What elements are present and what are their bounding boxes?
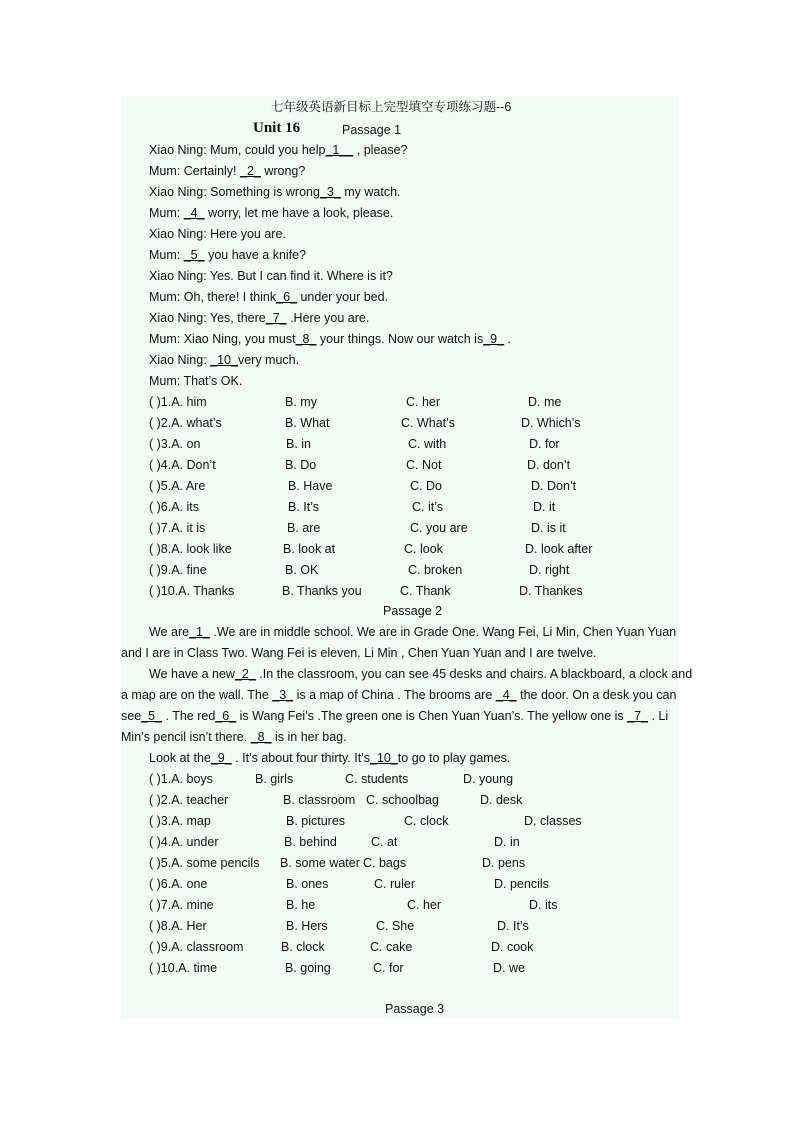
question-number: ( )3.A. map <box>149 814 211 828</box>
dialogue-line: Xiao Ning: _10_very much. <box>149 353 300 367</box>
question-number: ( )9.A. fine <box>149 563 207 577</box>
option-c: C. Do <box>410 479 442 493</box>
question-number: ( )7.A. it is <box>149 521 206 535</box>
passage-3-title: Passage 3 <box>385 1002 445 1016</box>
option-d: D. for <box>529 437 560 451</box>
option-b: B. Thanks you <box>282 584 362 598</box>
unit-heading: Unit 16 <box>253 120 301 136</box>
option-d: D. its <box>529 898 558 912</box>
option-d: D. it <box>533 500 556 514</box>
option-d: D. It’s <box>497 919 529 933</box>
option-b: B. he <box>286 898 316 912</box>
dialogue-line: Mum: Oh, there! I think_6_ under your bed. <box>149 290 389 304</box>
option-d: D. cook <box>491 940 534 954</box>
blank-1: _1_ <box>189 625 210 639</box>
option-c: C. Thank <box>400 584 451 598</box>
question-number: ( )9.A. classroom <box>149 940 244 954</box>
option-c: C. it’s <box>412 500 444 514</box>
blank-7: _7_ <box>265 311 287 325</box>
option-b: B. girls <box>255 772 294 786</box>
dialogue-line: Xiao Ning: Mum, could you help_1__ , please? <box>149 143 408 157</box>
option-c: C. clock <box>404 814 449 828</box>
option-b: B. in <box>286 437 312 451</box>
blank-7: _7_ <box>627 709 649 723</box>
option-d: D. pens <box>482 856 526 870</box>
option-c: C. ruler <box>374 877 415 891</box>
dialogue-line: Xiao Ning: Yes. But I can find it. Where is it? <box>149 269 393 283</box>
option-b: B. going <box>285 961 331 975</box>
question-number: ( )8.A. look like <box>149 542 232 556</box>
blank-9: _9_ <box>210 751 232 765</box>
paragraph-line: Min’s pencil isn’t there. _8_ is in her bag. <box>121 730 347 744</box>
blank-4: _4_ <box>495 688 517 702</box>
option-d: D. young <box>463 772 514 786</box>
option-d: D. Which’s <box>521 416 581 430</box>
question-number: ( )6.A. one <box>149 877 208 891</box>
page-title <box>271 99 511 115</box>
title-suffix: --6 <box>496 100 512 114</box>
option-c: C. Not <box>406 458 442 472</box>
question-number: ( )3.A. on <box>149 437 201 451</box>
question-number: ( )10.A. time <box>149 961 218 975</box>
option-c: C. What’s <box>401 416 455 430</box>
option-b: B. What <box>285 416 330 430</box>
paragraph-line: Look at the_9_ . It’s about four thirty. It’s_10_to go to play games. <box>149 751 511 765</box>
blank-6: _6_ <box>215 709 237 723</box>
dialogue-line: Mum: Xiao Ning, you must_8_ your things. Now our watch is_9_ . <box>149 332 512 346</box>
dialogue-line: Mum: Certainly! _2_ wrong? <box>149 164 306 178</box>
option-b: B. Hers <box>286 919 328 933</box>
paragraph-line: and I are in Class Two. Wang Fei is eleven. Li Min , Chen Yuan Yuan and I are twelve. <box>121 646 597 660</box>
option-b: B. Have <box>288 479 333 493</box>
question-number: ( )10.A. Thanks <box>149 584 235 598</box>
dialogue-line: Mum: _4_ worry, let me have a look, please. <box>149 206 394 220</box>
dialogue-line: Mum: _5_ you have a knife? <box>149 248 307 262</box>
question-number: ( )1.A. boys <box>149 772 213 786</box>
question-number: ( )2.A. what’s <box>149 416 222 430</box>
blank-5: _5_ <box>183 248 205 262</box>
option-b: B. OK <box>285 563 319 577</box>
option-c: C. with <box>408 437 447 451</box>
option-d: D. right <box>529 563 570 577</box>
passage-2-title: Passage 2 <box>383 604 443 618</box>
blank-9: _9_ <box>483 332 505 346</box>
option-b: B. look at <box>283 542 336 556</box>
option-c: C. her <box>406 395 441 409</box>
option-c: C. students <box>345 772 409 786</box>
blank-1: _1__ <box>325 143 354 157</box>
question-number: ( )2.A. teacher <box>149 793 229 807</box>
paragraph-line: We are_1_ .We are in middle school. We are in Grade One. Wang Fei, Li Min, Chen Yuan Yuan <box>149 625 677 639</box>
blank-3: _3_ <box>272 688 294 702</box>
option-c: C. you are <box>410 521 468 535</box>
paragraph-line: We have a new_2_ .In the classroom, you can see 45 desks and chairs. A blackboard, a clock and <box>149 667 693 681</box>
option-b: B. are <box>287 521 321 535</box>
option-b: B. pictures <box>286 814 346 828</box>
option-c: C. schoolbag <box>366 793 439 807</box>
dialogue-line: Xiao Ning: Here you are. <box>149 227 286 241</box>
option-c: C. at <box>371 835 398 849</box>
question-number: ( )5.A. Are <box>149 479 206 493</box>
paragraph-line: see_5_ . The red_6_ is Wang Fei’s .The green one is Chen Yuan Yuan’s. The yellow one is _7_ . Li <box>121 709 669 723</box>
option-b: B. behind <box>284 835 337 849</box>
option-b: B. my <box>285 395 317 409</box>
passage-1-title: Passage 1 <box>342 123 402 137</box>
paragraph-line: a map are on the wall. The _3_ is a map of China . The brooms are _4_ the door. On a desk you can <box>121 688 677 702</box>
question-number: ( )7.A. mine <box>149 898 214 912</box>
option-d: D. Thankes <box>519 584 583 598</box>
question-number: ( )4.A. under <box>149 835 219 849</box>
title-chinese: 七年级英语新目标上完型填空专项练习题 <box>271 99 497 114</box>
blank-8: _8_ <box>250 730 272 744</box>
question-number: ( )1.A. him <box>149 395 207 409</box>
option-b: B. Do <box>285 458 317 472</box>
question-number: ( )4.A. Don’t <box>149 458 216 472</box>
option-d: D. pencils <box>494 877 549 891</box>
dialogue-line: Xiao Ning: Yes, there_7_ .Here you are. <box>149 311 370 325</box>
option-d: D. in <box>494 835 520 849</box>
option-d: D. classes <box>524 814 582 828</box>
dialogue-line: Mum: That’s OK. <box>149 374 243 388</box>
blank-2: _2_ <box>240 164 261 178</box>
option-b: B. ones <box>286 877 329 891</box>
option-c: C. cake <box>370 940 413 954</box>
blank-10: _10_ <box>210 353 238 367</box>
question-number: ( )8.A. Her <box>149 919 207 933</box>
option-c: C. look <box>404 542 443 556</box>
blank-2: _2_ <box>234 667 256 681</box>
option-b: B. It’s <box>288 500 320 514</box>
option-c: C. She <box>376 919 415 933</box>
question-number: ( )5.A. some pencils <box>149 856 260 870</box>
option-d: D. look after <box>525 542 593 556</box>
option-c: C. bags <box>363 856 407 870</box>
option-b: B. some water <box>280 856 360 870</box>
option-b: B. classroom <box>283 793 356 807</box>
option-d: D. desk <box>480 793 523 807</box>
option-c: C. broken <box>408 563 463 577</box>
option-c: C. her <box>407 898 442 912</box>
blank-6: _6_ <box>276 290 297 304</box>
option-d: D. don’t <box>527 458 571 472</box>
blank-8: _8_ <box>295 332 317 346</box>
blank-3: _3_ <box>319 185 341 199</box>
option-d: D. Don’t <box>531 479 577 493</box>
question-number: ( )6.A. its <box>149 500 200 514</box>
blank-5: _5_ <box>141 709 163 723</box>
option-c: C. for <box>373 961 404 975</box>
blank-4: _4_ <box>183 206 205 220</box>
option-d: D. is it <box>531 521 566 535</box>
option-d: D. we <box>493 961 525 975</box>
option-b: B. clock <box>281 940 325 954</box>
option-d: D. me <box>528 395 562 409</box>
blank-10: _10_ <box>369 751 398 765</box>
dialogue-line: Xiao Ning: Something is wrong_3_ my watch. <box>149 185 401 199</box>
